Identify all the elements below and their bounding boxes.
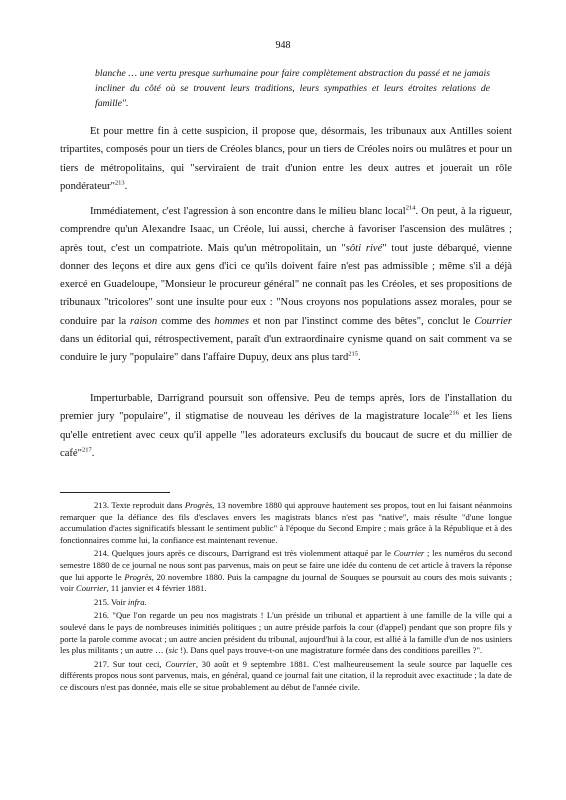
footnote-ref-217[interactable]: 217 [81,446,92,454]
footnote-ref-213[interactable]: 213 [114,179,125,187]
footnote-separator [60,492,170,493]
block-quote: blanche … une vertu presque surhumaine pour faire complètement abstraction du passé et ne jamais incliner du côté où se trouvent leurs traditions, leurs sympathies et leurs étroites relations de famille". [95,68,490,109]
footnote-215: 215. Voir infra. [94,596,147,607]
footnotes [60,500,512,696]
footnote-ref-216[interactable]: 216 [449,409,459,417]
paragraph-2: Immédiatement, c'est l'agression à son encontre dans le milieu blanc local$^{214}$. On peut, à la rigueur, comprendre qu'un Alexandre Isaac, un Créole, lui aussi, cherche à favoriser l'ascension des mulâtres ; après tout, c'est un compatriote. Mais qu'un métropolitain, un "sôti rivé" tout juste débarqué, vienne donner des leçons et dire aux gens d'ici ce qu'ils doivent faire n'est pas admissible ; même s'il a déjà exercé en Guadeloupe, "Monsieur le procureur général" ne connaît pas les Créoles, et ses propositions de tribunaux "tricolores" sont une insulte pour eux : "Nous croyons nos populations assez morales, pour se conduire par la raison comme des hommes et non par l'instinct comme des bêtes", conclut le Courrier dans un éditorial qui, rétrospectivement, paraît d'un extraordinaire cynisme quand on sait comment va se conduire le jury "populaire" dans l'affaire Dupuy, deux ans plus tard$^{215}$. [60,204,513,364]
page-number: 948 [275,40,291,51]
footnote-ref-214[interactable]: 214 [405,204,416,212]
footnote-217: 217. Sur tout ceci, Courrier, 30 août et 9 septembre 1881. C'est malheureusement la seule source par laquelle ces différents propos nous sont parvenus, mais, en général, quand ce journal fait une citation, il la reproduit avec exactitude ; la date de ce discours n'est pas donnée, mais elle se situe probablement au début de l'année civile. [60,658,512,692]
footnote-213: 213. Texte reproduit dans Progrès, 13 novembre 1880 qui approuve hautement ses propos, tout en lui faisant néanmoins remarquer que la défiance des fils d'esclaves envers les magistrats blancs n'est pas "native", mais résulte "d'une longue accumulation d'actes significatifs blessant le sentiment public" à l'époque du Second Empire ; mais grâce à la République et à des fonctionnaires comme lui, la confiance est maintenant revenue. [60,500,512,545]
paragraph-3: Imperturbable, Darrigrand poursuit son offensive. Peu de temps après, lors de l'installation du premier jury "populaire", il stigmatise de nouveau les dérives de la magistrature locale$^{216}$ et les liens qu'elle entretient avec ceux qu'il appelle "les adorateurs exclusifs du boucaut de sucre et du millier de café"$^{217}$. [60,393,512,459]
footnote-ref-215[interactable]: 215 [348,350,359,358]
footnote-216: 216. "Que l'on regarde un peu nos magistrats ! L'un préside un tribunal et appartient à une famille de la ville qui a soulevé dans le pays de nombreuses inimitiés politiques ; un autre préside parfois la cour (d'appel) pendant que son propre fils y porte la parole comme avocat ; un autre ancien président du tribunal, aujourd'hui à la cour, est allié à la famille d'un de nos usiniers les plus militants ; un autre … (sic !). Dans quel pays trouve-t-on une magistrature formée dans des conditions pareilles ?". [60,610,512,656]
footnote-214: 214. Quelques jours après ce discours, Darrigrand est très violemment attaqué par le Courrier ; les numéros du second semestre 1880 de ce journal ne nous sont pas parvenus, mais on peut se faire une idée du contenu de cet article à travers la réponse que lui apporte le Progrès, 20 novembre 1880. Puis la campagne du journal de Souques se poursuit au cours des mois suivants ; voir Courrier, 11 janvier et 4 février 1881. [60,548,513,594]
paragraph-1: Et pour mettre fin à cette suspicion, il propose que, désormais, les tribunaux aux Antilles soient tripartites, composés pour un tiers de Créoles blancs, pour un tiers de Créoles noirs ou mulâtres et pour un tiers de métropolitains, qui "serviraient de trait d'union entre les deux autres et jouerait un rôle pondérateur"$^{213}$. [60,126,512,192]
